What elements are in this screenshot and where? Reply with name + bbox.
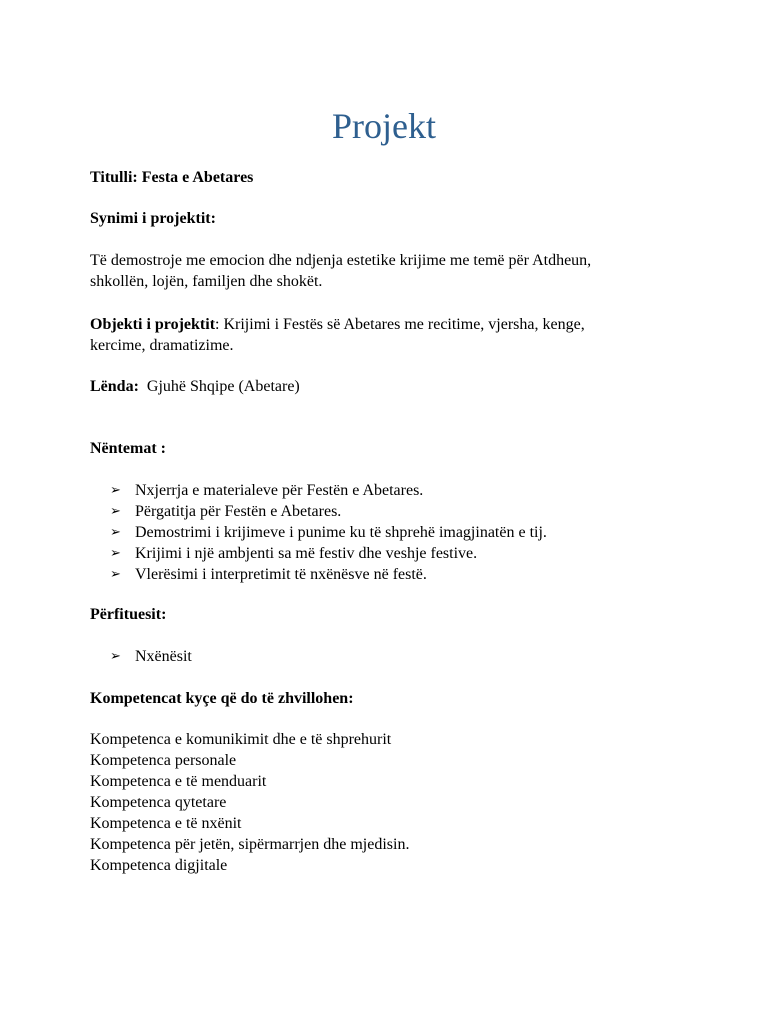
list-item: Kompetenca e komunikimit dhe e të shprehurit xyxy=(90,731,392,748)
kompetencat-heading: Kompetencat kyçe që do të zhvillohen: xyxy=(90,690,354,707)
synimi-line: Të demostroje me emocion dhe ndjenja estetike krijime me temë për Atdheun, xyxy=(90,252,592,269)
perfituesit-heading: Përfituesit: xyxy=(90,606,167,623)
lenda-value: Gjuhë Shqipe (Abetare) xyxy=(138,378,300,395)
arrow-bullet-icon: ➢ xyxy=(110,525,121,540)
objekti-paragraph xyxy=(90,314,710,356)
list-item: Kompetenca personale xyxy=(90,752,237,769)
arrow-bullet-icon: ➢ xyxy=(110,567,121,582)
lenda-label: Lënda: xyxy=(90,378,139,395)
objekti-label: Objekti i projektit xyxy=(90,316,216,333)
list-item: Kompetenca për jetën, sipërmarrjen dhe mjedisin. xyxy=(90,836,410,853)
list-item: Kompetenca e të nxënit xyxy=(90,815,242,832)
synimi-paragraph xyxy=(90,250,710,292)
list-item: Kompetenca digjitale xyxy=(90,857,228,874)
titulli-label: Titulli: xyxy=(90,169,142,186)
list-item: ➢ Krijimi i një ambjenti sa më festiv dhe veshje festive. xyxy=(110,545,478,562)
nentemat-heading: Nëntemat : xyxy=(90,440,166,457)
objekti-line xyxy=(90,314,710,335)
perfituesit-list xyxy=(90,646,710,667)
arrow-bullet-icon: ➢ xyxy=(110,483,121,498)
lenda-line xyxy=(90,376,710,397)
objekti-line: kercime, dramatizime. xyxy=(90,337,234,354)
list-item: Kompetenca e të menduarit xyxy=(90,773,267,790)
list-item: ➢ Nxënësit xyxy=(110,648,192,665)
list-item: ➢ Nxjerrja e materialeve për Festën e Abetares. xyxy=(110,482,424,499)
list-item: Kompetenca qytetare xyxy=(90,794,227,811)
titulli-line xyxy=(90,167,710,188)
objekti-text: : Krijimi i Festës së Abetares me recitime, vjersha, kenge, xyxy=(215,316,585,333)
synimi-heading: Synimi i projektit: xyxy=(90,210,216,227)
synimi-line: shkollën, lojën, familjen dhe shokët. xyxy=(90,273,323,290)
arrow-bullet-icon: ➢ xyxy=(110,504,121,519)
list-item: ➢ Demostrimi i krijimeve i punime ku të shprehë imagjinatën e tij. xyxy=(110,524,547,541)
nentemat-list xyxy=(90,480,710,585)
arrow-bullet-icon: ➢ xyxy=(110,649,121,664)
kompetencat-list xyxy=(90,729,710,876)
list-item: ➢ Përgatitja për Festën e Abetares. xyxy=(110,503,342,520)
list-item: ➢ Vlerësimi i interpretimit të nxënësve në festë. xyxy=(110,566,427,583)
titulli-value: Festa e Abetares xyxy=(141,169,254,186)
arrow-bullet-icon: ➢ xyxy=(110,546,121,561)
page-title: Projekt xyxy=(332,106,436,146)
